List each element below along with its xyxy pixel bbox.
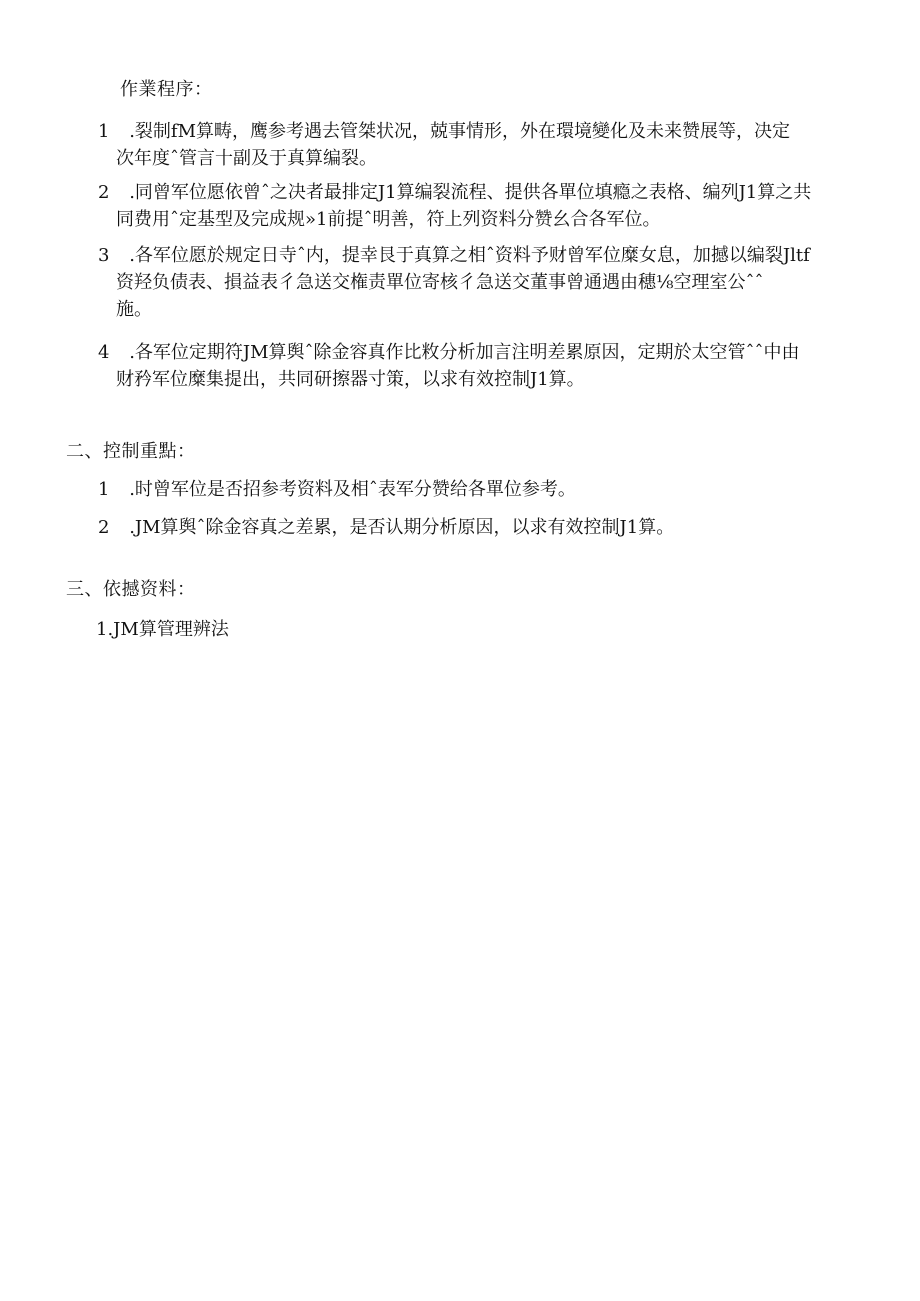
procedure-item-3 (98, 242, 810, 323)
control-item-2-text: .JM算舆ˆ除金容真之差累，是否认期分析原因，以求有效控制J1算。 (129, 517, 675, 538)
procedure-item-1-number: 1 (98, 121, 110, 142)
procedure-item-2-line-2: 同费用ˆ定基型及完成规»1前提ˆ明善，符上列资料分赞幺合各军位。 (116, 209, 661, 230)
basis-item-1-text: 1.JM算管理辨法 (96, 619, 229, 640)
procedure-item-3-line-3: 施。 (116, 299, 152, 320)
procedure-item-1-line-2: 次年度ˆ管言十副及于真算编裂。 (116, 148, 377, 169)
control-item-1 (98, 476, 576, 503)
procedure-item-3-number: 3 (98, 245, 110, 266)
procedure-item-4-line-2: 财矜军位糜集提出，共同研擦器寸策，以求有效控制J1算。 (116, 369, 585, 390)
control-item-1-text: .时曾军位是否招参考资料及相ˆ表军分赞给各單位参考。 (129, 479, 576, 500)
procedure-item-1-line-1: .裂制fM算畴，鹰参考遇去管桀状况，兢事情形，外在環境變化及未来赞展等，决定 (129, 121, 790, 142)
procedure-item-2 (98, 179, 811, 233)
procedure-item-2-line-1: .同曾军位愿依曾ˆ之决者最排定J1算编裂流程、提供各單位填瘾之表格、编列J1算之共 (129, 182, 812, 203)
procedure-item-4-number: 4 (98, 342, 110, 363)
procedure-heading: 作業程序： (120, 79, 213, 100)
control-item-2 (98, 514, 674, 541)
basis-heading: 三、依撼资料： (66, 579, 196, 600)
control-item-1-number: 1 (98, 479, 110, 500)
control-item-2-number: 2 (98, 517, 110, 538)
procedure-item-3-line-2: 资羟负债表、損益表彳急送交権责單位寄核彳急送交董事曾通遇由穗⅛空理室公ˆˆ (116, 272, 764, 293)
procedure-item-2-number: 2 (98, 182, 110, 203)
procedure-item-4 (98, 339, 800, 393)
procedure-item-1 (98, 118, 790, 172)
procedure-item-3-line-1: .各军位愿於规定日寺ˆ内，提幸艮于真算之相ˆ资料予财曾军位糜女息，加撼以编裂Jltf (129, 245, 810, 266)
basis-item-1 (96, 616, 229, 643)
procedure-item-4-line-1: .各军位定期符JM算舆ˆ除金容真作比敉分析加言注明差累原因，定期於太空管ˆˆ中由 (129, 342, 800, 363)
control-heading: 二、控制重點： (66, 441, 196, 462)
